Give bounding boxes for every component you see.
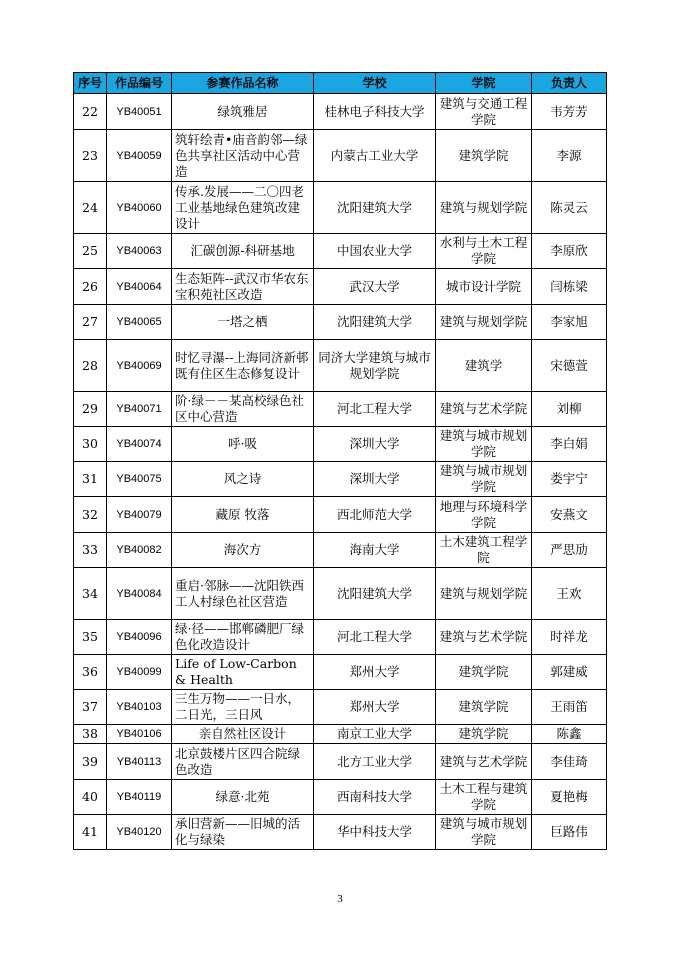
header-college: 学院 (436, 73, 532, 94)
cell-leader: 宋德萱 (532, 340, 607, 392)
cell-college: 建筑学院 (436, 655, 532, 690)
cell-name: 时忆寻瀑--上海同济新邨既有住区生态修复设计 (172, 340, 314, 392)
cell-leader: 刘柳 (532, 392, 607, 427)
table-row (74, 427, 607, 462)
cell-college: 建筑与规划学院 (436, 182, 532, 234)
cell-college: 水利与土木工程学院 (436, 234, 532, 269)
cell-college: 建筑与艺术学院 (436, 392, 532, 427)
cell-college: 建筑学院 (436, 130, 532, 182)
cell-code: YB40096 (107, 620, 172, 655)
cell-name: 绿意·北苑 (172, 780, 314, 815)
header-name: 参赛作品名称 (172, 73, 314, 94)
cell-school: 深圳大学 (314, 427, 436, 462)
table-row (74, 234, 607, 269)
cell-no: 22 (74, 94, 107, 130)
table-row (74, 744, 607, 780)
table-row (74, 568, 607, 620)
cell-college: 建筑与城市规划学院 (436, 427, 532, 462)
cell-no: 25 (74, 234, 107, 269)
cell-school: 郑州大学 (314, 690, 436, 725)
cell-college: 建筑与交通工程学院 (436, 94, 532, 130)
cell-leader: 李白娟 (532, 427, 607, 462)
cell-leader: 王欢 (532, 568, 607, 620)
cell-college: 建筑学 (436, 340, 532, 392)
cell-code: YB40065 (107, 305, 172, 340)
cell-college: 建筑与规划学院 (436, 568, 532, 620)
cell-no: 30 (74, 427, 107, 462)
cell-school: 沈阳建筑大学 (314, 182, 436, 234)
cell-college: 建筑学院 (436, 725, 532, 744)
cell-school: 郑州大学 (314, 655, 436, 690)
cell-no: 35 (74, 620, 107, 655)
table-body (74, 94, 607, 850)
cell-no: 40 (74, 780, 107, 815)
cell-code: YB40071 (107, 392, 172, 427)
cell-name: 呼·吸 (172, 427, 314, 462)
header-code: 作品编号 (107, 73, 172, 94)
cell-college: 土木建筑工程学院 (436, 533, 532, 568)
table-row (74, 269, 607, 305)
cell-college: 建筑与艺术学院 (436, 620, 532, 655)
cell-name: 汇碳创源-科研基地 (172, 234, 314, 269)
cell-code: YB40113 (107, 744, 172, 780)
cell-code: YB40079 (107, 497, 172, 533)
cell-school: 海南大学 (314, 533, 436, 568)
header-row (74, 73, 607, 94)
cell-school: 桂林电子科技大学 (314, 94, 436, 130)
cell-no: 32 (74, 497, 107, 533)
cell-name: 藏原 牧落 (172, 497, 314, 533)
cell-college: 建筑与艺术学院 (436, 744, 532, 780)
table-row (74, 497, 607, 533)
cell-school: 西北师范大学 (314, 497, 436, 533)
cell-school: 河北工程大学 (314, 392, 436, 427)
cell-college: 地理与环境科学学院 (436, 497, 532, 533)
cell-code: YB40082 (107, 533, 172, 568)
table-row (74, 340, 607, 392)
cell-code: YB40069 (107, 340, 172, 392)
cell-no: 39 (74, 744, 107, 780)
cell-name: 一塔之栖 (172, 305, 314, 340)
header-school: 学校 (314, 73, 436, 94)
cell-no: 37 (74, 690, 107, 725)
entries-table (73, 72, 607, 850)
cell-name: 绿·径——邯郸磷肥厂绿色化改造设计 (172, 620, 314, 655)
table-row (74, 815, 607, 850)
cell-no: 27 (74, 305, 107, 340)
table-row (74, 725, 607, 744)
cell-leader: 韦芳芳 (532, 94, 607, 130)
cell-code: YB40075 (107, 462, 172, 497)
cell-college: 建筑与城市规划学院 (436, 815, 532, 850)
cell-leader: 夏艳梅 (532, 780, 607, 815)
cell-leader: 李源 (532, 130, 607, 182)
cell-no: 38 (74, 725, 107, 744)
table-row (74, 462, 607, 497)
table-row (74, 305, 607, 340)
cell-no: 33 (74, 533, 107, 568)
cell-no: 41 (74, 815, 107, 850)
cell-school: 沈阳建筑大学 (314, 568, 436, 620)
table-row (74, 533, 607, 568)
cell-no: 31 (74, 462, 107, 497)
cell-name: Life of Low-Carbon & Health (172, 655, 314, 690)
cell-school: 武汉大学 (314, 269, 436, 305)
cell-code: YB40063 (107, 234, 172, 269)
cell-school: 华中科技大学 (314, 815, 436, 850)
cell-name: 北京鼓楼片区四合院绿色改造 (172, 744, 314, 780)
table-row (74, 130, 607, 182)
cell-college: 土木工程与建筑学院 (436, 780, 532, 815)
cell-no: 28 (74, 340, 107, 392)
cell-no: 24 (74, 182, 107, 234)
cell-leader: 巨路伟 (532, 815, 607, 850)
cell-name: 阶·绿－－某高校绿色社区中心营造 (172, 392, 314, 427)
cell-name: 重启·邻脉——沈阳铁西工人村绿色社区营造 (172, 568, 314, 620)
cell-school: 河北工程大学 (314, 620, 436, 655)
cell-college: 建筑与城市规划学院 (436, 462, 532, 497)
cell-code: YB40099 (107, 655, 172, 690)
cell-name: 风之诗 (172, 462, 314, 497)
cell-no: 26 (74, 269, 107, 305)
table-row (74, 392, 607, 427)
cell-code: YB40051 (107, 94, 172, 130)
header-leader: 负责人 (532, 73, 607, 94)
cell-college: 城市设计学院 (436, 269, 532, 305)
cell-code: YB40060 (107, 182, 172, 234)
cell-name: 亲自然社区设计 (172, 725, 314, 744)
cell-name: 传承.发展——二〇四老工业基地绿色建筑改建设计 (172, 182, 314, 234)
cell-name: 绿筑雅居 (172, 94, 314, 130)
cell-leader: 王雨笛 (532, 690, 607, 725)
cell-no: 36 (74, 655, 107, 690)
cell-no: 29 (74, 392, 107, 427)
cell-leader: 李原欣 (532, 234, 607, 269)
cell-school: 中国农业大学 (314, 234, 436, 269)
table-row (74, 780, 607, 815)
cell-code: YB40120 (107, 815, 172, 850)
cell-leader: 李佳琦 (532, 744, 607, 780)
cell-leader: 陈鑫 (532, 725, 607, 744)
cell-code: YB40106 (107, 725, 172, 744)
cell-school: 深圳大学 (314, 462, 436, 497)
cell-name: 生态矩阵--武汉市华农东宝积苑社区改造 (172, 269, 314, 305)
cell-name: 三生万物——一日水，二日光，三日风 (172, 690, 314, 725)
cell-leader: 时祥龙 (532, 620, 607, 655)
cell-name: 筑轩绘青•庙音韵邻—绿色共享社区活动中心营造 (172, 130, 314, 182)
cell-school: 西南科技大学 (314, 780, 436, 815)
header-no: 序号 (74, 73, 107, 94)
cell-leader: 严思劢 (532, 533, 607, 568)
cell-leader: 陈灵云 (532, 182, 607, 234)
cell-leader: 李家旭 (532, 305, 607, 340)
table-row (74, 690, 607, 725)
cell-school: 沈阳建筑大学 (314, 305, 436, 340)
cell-school: 北方工业大学 (314, 744, 436, 780)
cell-leader: 闫栋梁 (532, 269, 607, 305)
cell-leader: 娄宇宁 (532, 462, 607, 497)
cell-code: YB40119 (107, 780, 172, 815)
table-row (74, 94, 607, 130)
cell-school: 南京工业大学 (314, 725, 436, 744)
cell-leader: 安燕文 (532, 497, 607, 533)
cell-school: 内蒙古工业大学 (314, 130, 436, 182)
cell-school: 同济大学建筑与城市规划学院 (314, 340, 436, 392)
cell-name: 海次方 (172, 533, 314, 568)
cell-code: YB40064 (107, 269, 172, 305)
cell-no: 34 (74, 568, 107, 620)
cell-college: 建筑学院 (436, 690, 532, 725)
cell-leader: 郭建威 (532, 655, 607, 690)
cell-name: 承旧营新——旧城的活化与绿染 (172, 815, 314, 850)
cell-college: 建筑与规划学院 (436, 305, 532, 340)
cell-no: 23 (74, 130, 107, 182)
table-row (74, 620, 607, 655)
table-row (74, 182, 607, 234)
cell-code: YB40103 (107, 690, 172, 725)
table-row (74, 655, 607, 690)
page-number: 3 (337, 893, 343, 905)
cell-code: YB40084 (107, 568, 172, 620)
cell-code: YB40059 (107, 130, 172, 182)
cell-code: YB40074 (107, 427, 172, 462)
